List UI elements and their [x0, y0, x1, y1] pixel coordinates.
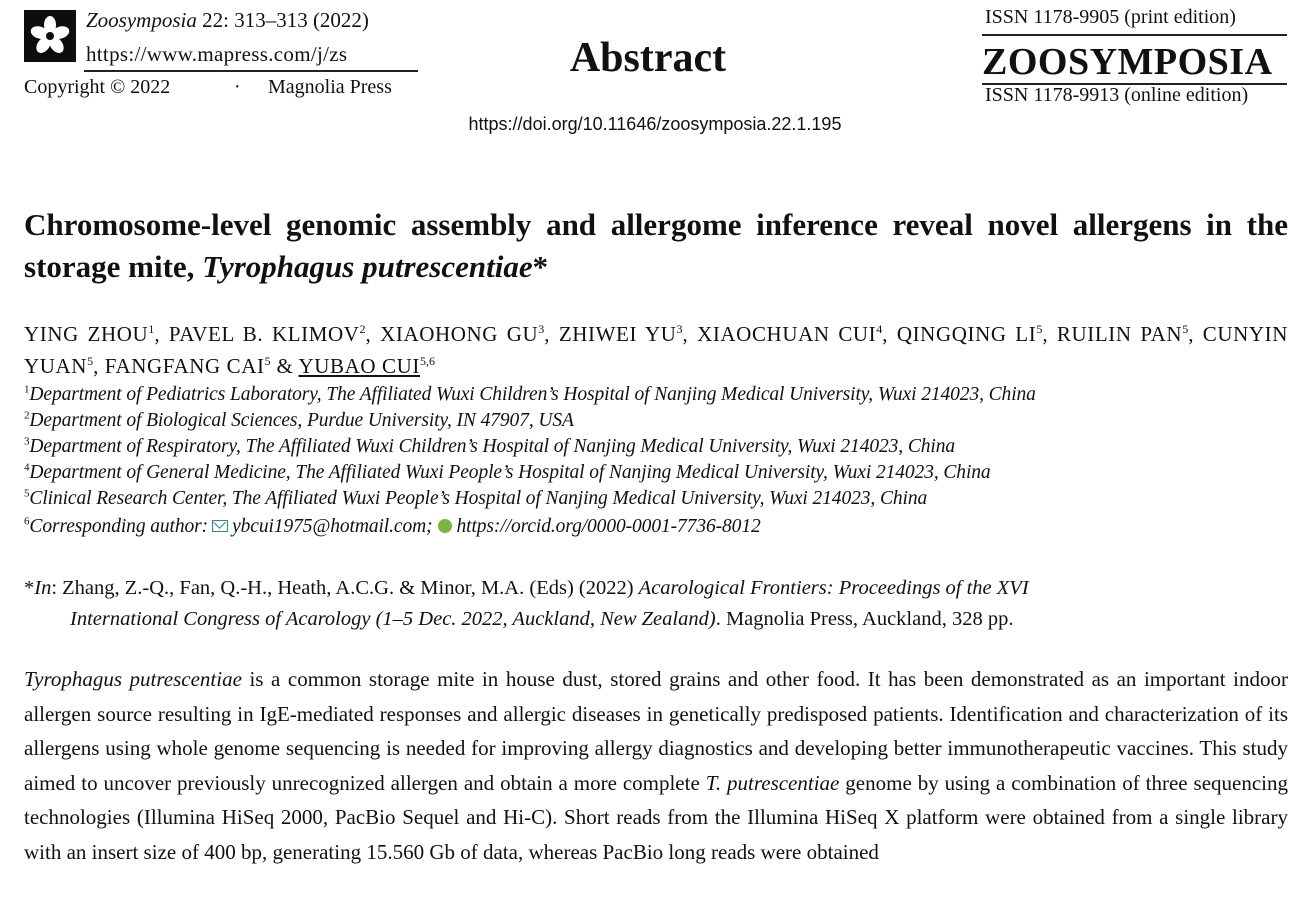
abstract-body [24, 662, 1288, 869]
journal-volume-pages: 22: 313–313 (2022) [202, 8, 369, 32]
affiliation-4 [24, 462, 1288, 484]
affiliation-1-number: 1 [24, 383, 30, 396]
proceedings-citation-line-1 [24, 577, 1029, 599]
affiliation-5-number: 5 [24, 487, 30, 500]
author-name: RUILIN PAN [1056, 322, 1183, 346]
publisher-name: Magnolia Press [268, 76, 392, 98]
author-affiliation-number: 3 [676, 322, 683, 336]
citation-star: * [24, 577, 35, 599]
affiliation-5-text: Clinical Research Center, The Affiliated Wuxi People’s Hospital of Nanjing Medical University, Wuxi 214023, China [29, 488, 928, 509]
author-name: YING ZHOU [24, 322, 149, 346]
author-affiliation-number: 5 [1036, 322, 1043, 336]
doi-link[interactable]: https://doi.org/10.11646/zoosymposia.22.1.195 [468, 114, 842, 134]
author-name: XIAOCHUAN CUI [697, 322, 877, 346]
orcid-icon [438, 519, 452, 533]
affiliation-1-text: Department of Pediatrics Laboratory, The Affiliated Wuxi Children’s Hospital of Nanjing Medical University, Wuxi 214023, China [29, 384, 1036, 405]
citation-editors: : Zhang, Z.-Q., Fan, Q.-H., Heath, A.C.G. & Minor, M.A. (Eds) (2022) [51, 577, 639, 599]
affiliation-2-number: 2 [24, 409, 30, 422]
author-name: FANGFANG CAI [104, 354, 265, 378]
paper-title [24, 204, 1288, 288]
affiliation-5 [24, 488, 1288, 510]
abstract-text-1: is a common storage mite in house dust, stored grains and other food. It has been demonstrated as an important indoor allergen source resulting in IgE-mediated responses and allergic diseases in genetically predisposed patients. Identification and characterization of its allergens using whole genome sequencing is needed for improving allergy diagnostics and developing better immunotherapeutic vaccines. This study aimed to uncover previously unrecognized allergen and obtain a more complete [24, 667, 1288, 795]
author-name: QINGQING LI [896, 322, 1037, 346]
author-name[interactable]: YUBAO CUI [298, 354, 420, 378]
email-icon [212, 520, 228, 532]
citation-publisher-tail: . Magnolia Press, Auckland, 328 pp. [715, 608, 1014, 630]
journal-flower-logo-icon [24, 10, 76, 62]
affiliation-3 [24, 436, 1288, 458]
author-name: PAVEL B. KLIMOV [168, 322, 360, 346]
journal-citation [86, 8, 369, 33]
proceedings-citation-line-2 [24, 604, 1288, 635]
author-affiliation-number: 3 [538, 322, 545, 336]
affiliation-3-number: 3 [24, 435, 30, 448]
author-separator: , [365, 322, 381, 346]
header-rule-right-top [982, 34, 1287, 36]
issn-online: ISSN 1178-9913 (online edition) [985, 84, 1249, 106]
paper-title-main: Chromosome-level genomic assembly and allergome inference reveal novel allergens in the storage mite, [24, 207, 1288, 284]
orcid-link[interactable]: https://orcid.org/0000-0001-7736-8012 [456, 516, 761, 537]
author-name: ZHIWEI YU [558, 322, 677, 346]
author-affiliation-number: 5,6 [419, 354, 435, 368]
journal-brand-title: ZOOSYMPOSIA [982, 41, 1273, 83]
copyright-text: Copyright © 2022 [24, 76, 171, 98]
proceedings-citation [24, 573, 1288, 635]
author-separator: , [882, 322, 897, 346]
corresponding-label: Corresponding author: [29, 516, 209, 537]
author-affiliation-number: 2 [359, 322, 366, 336]
author-list [24, 318, 1288, 382]
header-rule-left [84, 70, 418, 72]
author-separator: & [270, 354, 299, 378]
affiliation-4-number: 4 [24, 461, 30, 474]
affiliation-1 [24, 384, 1288, 406]
journal-name: Zoosymposia [86, 8, 197, 32]
corresponding-number: 6 [24, 515, 30, 528]
citation-in-label: In [34, 577, 52, 599]
citation-book-title-2: International Congress of Acarology (1–5 Dec. 2022, Auckland, New Zealand) [70, 608, 716, 630]
issn-print: ISSN 1178-9905 (print edition) [985, 6, 1236, 28]
affiliation-4-text: Department of General Medicine, The Affiliated Wuxi People’s Hospital of Nanjing Medical University, Wuxi 214023, China [29, 462, 991, 483]
affiliation-2-text: Department of Biological Sciences, Purdue University, IN 47907, USA [29, 410, 574, 431]
header-separator: · [234, 76, 241, 98]
author-affiliation-number: 4 [876, 322, 883, 336]
citation-book-title-1: Acarological Frontiers: Proceedings of the XVI [638, 577, 1029, 599]
author-name: XIAOHONG GU [380, 322, 539, 346]
abstract-text-2: genome by using a combination of three sequencing technologies (Illumina HiSeq 2000, PacBio Sequel and Hi-C). Short reads from the Illumina HiSeq X platform were obtained from a single library with an insert size of 400 bp, generating 15.560 Gb of data, whereas PacBio long reads were obtained [24, 770, 1288, 864]
author-affiliation-number: 5 [264, 354, 271, 368]
author-separator: , [1188, 322, 1203, 346]
corresponding-email-link[interactable]: ybcui1975@hotmail.com; [232, 516, 433, 537]
author-separator: , [1042, 322, 1057, 346]
author-separator: , [682, 322, 698, 346]
affiliation-2 [24, 410, 1288, 432]
abstract-species-short: T. putrescentiae [705, 770, 840, 795]
abstract-species: Tyrophagus putrescentiae [24, 667, 242, 691]
author-affiliation-number: 1 [148, 322, 155, 336]
paper-title-species: Tyrophagus putrescentiae [202, 249, 533, 284]
author-separator: , [154, 322, 169, 346]
author-separator: , [544, 322, 559, 346]
doi-link-row [0, 114, 1300, 135]
author-affiliation-number: 5 [1182, 322, 1189, 336]
affiliation-3-text: Department of Respiratory, The Affiliated Wuxi Children’s Hospital of Nanjing Medical University, Wuxi 214023, China [29, 436, 956, 457]
journal-url-link[interactable]: https://www.mapress.com/j/zs [86, 42, 348, 66]
section-title: Abstract [569, 35, 727, 81]
author-affiliation-number: 5 [87, 354, 94, 368]
paper-title-marker: * [532, 249, 549, 284]
author-name: CUNYIN YUAN [24, 322, 1289, 378]
author-separator: , [93, 354, 105, 378]
corresponding-author [24, 516, 1288, 538]
